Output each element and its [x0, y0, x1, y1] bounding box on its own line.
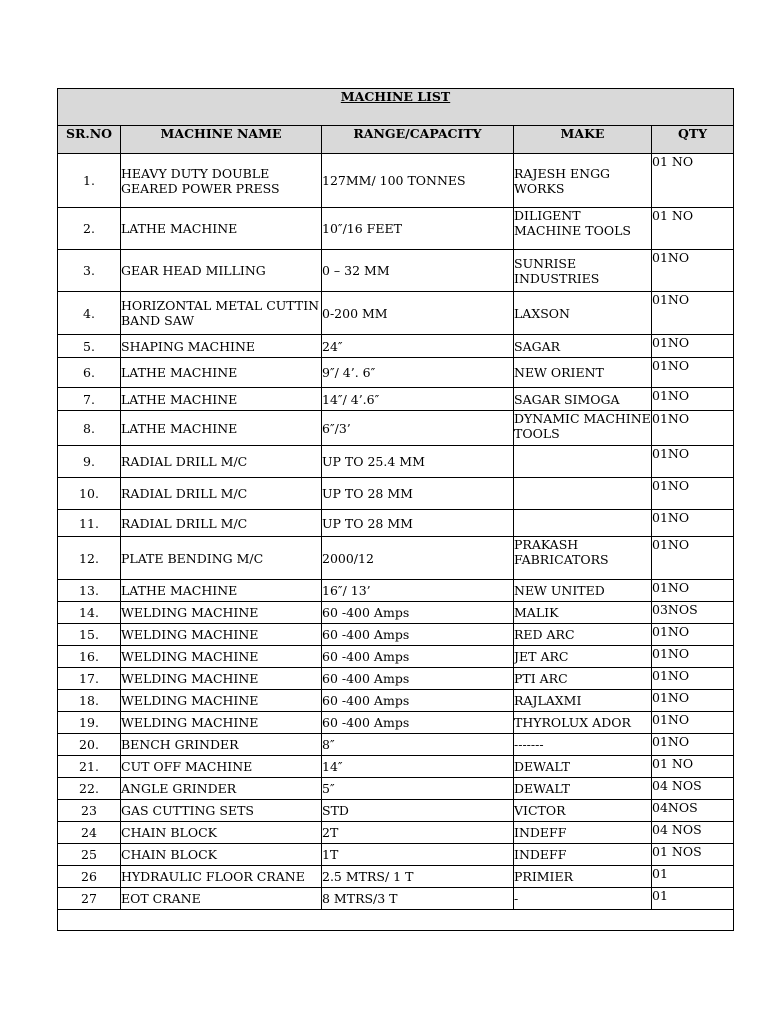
qty-cell: 04 NOS [652, 822, 734, 844]
range-capacity-cell: 60 -400 Amps [322, 712, 514, 734]
range-capacity-cell: 60 -400 Amps [322, 668, 514, 690]
header-range-capacity: RANGE/CAPACITY [322, 126, 514, 154]
make-cell: NEW ORIENT [514, 358, 652, 388]
machine-name-cell: RADIAL DRILL M/C [121, 478, 322, 510]
range-capacity-cell: 10″/16 FEET [322, 208, 514, 250]
make-cell [514, 446, 652, 478]
machine-name-cell: WELDING MACHINE [121, 646, 322, 668]
make-cell: - [514, 888, 652, 910]
table-row [58, 734, 734, 756]
machine-name-cell: GAS CUTTING SETS [121, 800, 322, 822]
machine-name-cell: PLATE BENDING M/C [121, 537, 322, 580]
table-row [58, 646, 734, 668]
make-cell: SAGAR [514, 335, 652, 358]
table-row [58, 510, 734, 537]
machine-name-cell: EOT CRANE [121, 888, 322, 910]
range-capacity-cell: STD [322, 800, 514, 822]
table-row [58, 756, 734, 778]
make-cell: NEW UNITED [514, 580, 652, 602]
machine-name-cell: CHAIN BLOCK [121, 844, 322, 866]
qty-cell: 01NO [652, 446, 734, 478]
range-capacity-cell: 0 – 32 MM [322, 250, 514, 292]
machine-name-cell: WELDING MACHINE [121, 602, 322, 624]
table-row [58, 690, 734, 712]
range-capacity-cell: UP TO 28 MM [322, 510, 514, 537]
qty-cell: 01NO [652, 668, 734, 690]
header-machine-name: MACHINE NAME [121, 126, 322, 154]
machine-name-cell: LATHE MACHINE [121, 411, 322, 446]
sr-no-cell: 12. [58, 537, 121, 580]
sr-no-cell: 23 [58, 800, 121, 822]
machine-name-cell: GEAR HEAD MILLING [121, 250, 322, 292]
make-cell: DYNAMIC MACHINE TOOLS [514, 411, 652, 446]
machine-name-cell: SHAPING MACHINE [121, 335, 322, 358]
range-capacity-cell: 127MM/ 100 TONNES [322, 154, 514, 208]
make-cell: INDEFF [514, 822, 652, 844]
qty-cell: 01 NO [652, 154, 734, 208]
qty-cell: 04 NOS [652, 778, 734, 800]
range-capacity-cell: UP TO 25.4 MM [322, 446, 514, 478]
make-cell: SUNRISE INDUSTRIES [514, 250, 652, 292]
make-cell [514, 478, 652, 510]
table-row [58, 888, 734, 910]
table-row [58, 866, 734, 888]
range-capacity-cell: 2.5 MTRS/ 1 T [322, 866, 514, 888]
qty-cell: 01NO [652, 510, 734, 537]
qty-cell: 01 NO [652, 756, 734, 778]
make-cell: PTI ARC [514, 668, 652, 690]
qty-cell: 01NO [652, 537, 734, 580]
table-row [58, 778, 734, 800]
table-row [58, 411, 734, 446]
qty-cell: 01 NO [652, 208, 734, 250]
machine-name-cell: WELDING MACHINE [121, 690, 322, 712]
table-row [58, 446, 734, 478]
sr-no-cell: 7. [58, 388, 121, 411]
qty-cell: 04NOS [652, 800, 734, 822]
empty-row [58, 910, 734, 931]
sr-no-cell: 6. [58, 358, 121, 388]
sr-no-cell: 4. [58, 292, 121, 335]
sr-no-cell: 8. [58, 411, 121, 446]
sr-no-cell: 11. [58, 510, 121, 537]
sr-no-cell: 27 [58, 888, 121, 910]
header-qty: QTY [652, 126, 734, 154]
machine-name-cell: HORIZONTAL METAL CUTTIN BAND SAW [121, 292, 322, 335]
range-capacity-cell: 0-200 MM [322, 292, 514, 335]
sr-no-cell: 3. [58, 250, 121, 292]
header-sr-no: SR.NO [58, 126, 121, 154]
sr-no-cell: 24 [58, 822, 121, 844]
range-capacity-cell: 60 -400 Amps [322, 646, 514, 668]
machine-name-cell: LATHE MACHINE [121, 358, 322, 388]
machine-name-cell: LATHE MACHINE [121, 208, 322, 250]
qty-cell: 01NO [652, 478, 734, 510]
sr-no-cell: 22. [58, 778, 121, 800]
table-row [58, 537, 734, 580]
qty-cell: 01 [652, 888, 734, 910]
table-row [58, 388, 734, 411]
qty-cell: 01NO [652, 646, 734, 668]
qty-cell: 01NO [652, 358, 734, 388]
make-cell: DILIGENT MACHINE TOOLS [514, 208, 652, 250]
sr-no-cell: 17. [58, 668, 121, 690]
sr-no-cell: 19. [58, 712, 121, 734]
table-body [58, 154, 734, 910]
machine-name-cell: LATHE MACHINE [121, 580, 322, 602]
machine-name-cell: CUT OFF MACHINE [121, 756, 322, 778]
qty-cell: 01 [652, 866, 734, 888]
make-cell: MALIK [514, 602, 652, 624]
header-make: MAKE [514, 126, 652, 154]
sr-no-cell: 10. [58, 478, 121, 510]
sr-no-cell: 25 [58, 844, 121, 866]
qty-cell: 01NO [652, 690, 734, 712]
machine-name-cell: ANGLE GRINDER [121, 778, 322, 800]
machine-name-cell: LATHE MACHINE [121, 388, 322, 411]
range-capacity-cell: 60 -400 Amps [322, 624, 514, 646]
table-row [58, 800, 734, 822]
range-capacity-cell: 5″ [322, 778, 514, 800]
empty-cell [58, 910, 734, 931]
make-cell: JET ARC [514, 646, 652, 668]
range-capacity-cell: 60 -400 Amps [322, 690, 514, 712]
range-capacity-cell: UP TO 28 MM [322, 478, 514, 510]
qty-cell: 01NO [652, 250, 734, 292]
range-capacity-cell: 14″/ 4’.6″ [322, 388, 514, 411]
table-row [58, 335, 734, 358]
sr-no-cell: 5. [58, 335, 121, 358]
range-capacity-cell: 8″ [322, 734, 514, 756]
make-cell: SAGAR SIMOGA [514, 388, 652, 411]
qty-cell: 01NO [652, 734, 734, 756]
make-cell: ------- [514, 734, 652, 756]
range-capacity-cell: 24″ [322, 335, 514, 358]
sr-no-cell: 14. [58, 602, 121, 624]
make-cell: RED ARC [514, 624, 652, 646]
range-capacity-cell: 1T [322, 844, 514, 866]
make-cell: PRIMIER [514, 866, 652, 888]
range-capacity-cell: 2000/12 [322, 537, 514, 580]
table-row [58, 822, 734, 844]
make-cell: VICTOR [514, 800, 652, 822]
title-row [58, 89, 734, 126]
table-row [58, 292, 734, 335]
sr-no-cell: 15. [58, 624, 121, 646]
table-row [58, 250, 734, 292]
table-row [58, 668, 734, 690]
make-cell: RAJESH ENGG WORKS [514, 154, 652, 208]
make-cell: DEWALT [514, 756, 652, 778]
range-capacity-cell: 14″ [322, 756, 514, 778]
sr-no-cell: 26 [58, 866, 121, 888]
make-cell: LAXSON [514, 292, 652, 335]
table-row [58, 712, 734, 734]
sr-no-cell: 21. [58, 756, 121, 778]
sr-no-cell: 9. [58, 446, 121, 478]
range-capacity-cell: 9″/ 4’. 6″ [322, 358, 514, 388]
qty-cell: 01 NOS [652, 844, 734, 866]
machine-name-cell: CHAIN BLOCK [121, 822, 322, 844]
sr-no-cell: 2. [58, 208, 121, 250]
make-cell: DEWALT [514, 778, 652, 800]
qty-cell: 01NO [652, 712, 734, 734]
sr-no-cell: 20. [58, 734, 121, 756]
range-capacity-cell: 2T [322, 822, 514, 844]
sr-no-cell: 18. [58, 690, 121, 712]
table-row [58, 844, 734, 866]
qty-cell: 01NO [652, 624, 734, 646]
machine-list-table [57, 88, 734, 931]
make-cell: INDEFF [514, 844, 652, 866]
machine-name-cell: HEAVY DUTY DOUBLE GEARED POWER PRESS [121, 154, 322, 208]
qty-cell: 01NO [652, 292, 734, 335]
machine-name-cell: WELDING MACHINE [121, 712, 322, 734]
machine-name-cell: WELDING MACHINE [121, 624, 322, 646]
range-capacity-cell: 16″/ 13’ [322, 580, 514, 602]
machine-name-cell: HYDRAULIC FLOOR CRANE [121, 866, 322, 888]
table-row [58, 602, 734, 624]
sr-no-cell: 13. [58, 580, 121, 602]
qty-cell: 01NO [652, 411, 734, 446]
table-title: MACHINE LIST [58, 89, 734, 126]
sr-no-cell: 16. [58, 646, 121, 668]
table-row [58, 208, 734, 250]
table-row [58, 358, 734, 388]
range-capacity-cell: 60 -400 Amps [322, 602, 514, 624]
table-row [58, 154, 734, 208]
table-row [58, 478, 734, 510]
header-row [58, 126, 734, 154]
make-cell: RAJLAXMI [514, 690, 652, 712]
make-cell: PRAKASH FABRICATORS [514, 537, 652, 580]
machine-name-cell: WELDING MACHINE [121, 668, 322, 690]
machine-name-cell: RADIAL DRILL M/C [121, 446, 322, 478]
table-row [58, 580, 734, 602]
machine-name-cell: RADIAL DRILL M/C [121, 510, 322, 537]
make-cell [514, 510, 652, 537]
qty-cell: 01NO [652, 335, 734, 358]
range-capacity-cell: 8 MTRS/3 T [322, 888, 514, 910]
qty-cell: 03NOS [652, 602, 734, 624]
range-capacity-cell: 6″/3’ [322, 411, 514, 446]
sr-no-cell: 1. [58, 154, 121, 208]
qty-cell: 01NO [652, 580, 734, 602]
machine-name-cell: BENCH GRINDER [121, 734, 322, 756]
make-cell: THYROLUX ADOR [514, 712, 652, 734]
table-row [58, 624, 734, 646]
qty-cell: 01NO [652, 388, 734, 411]
